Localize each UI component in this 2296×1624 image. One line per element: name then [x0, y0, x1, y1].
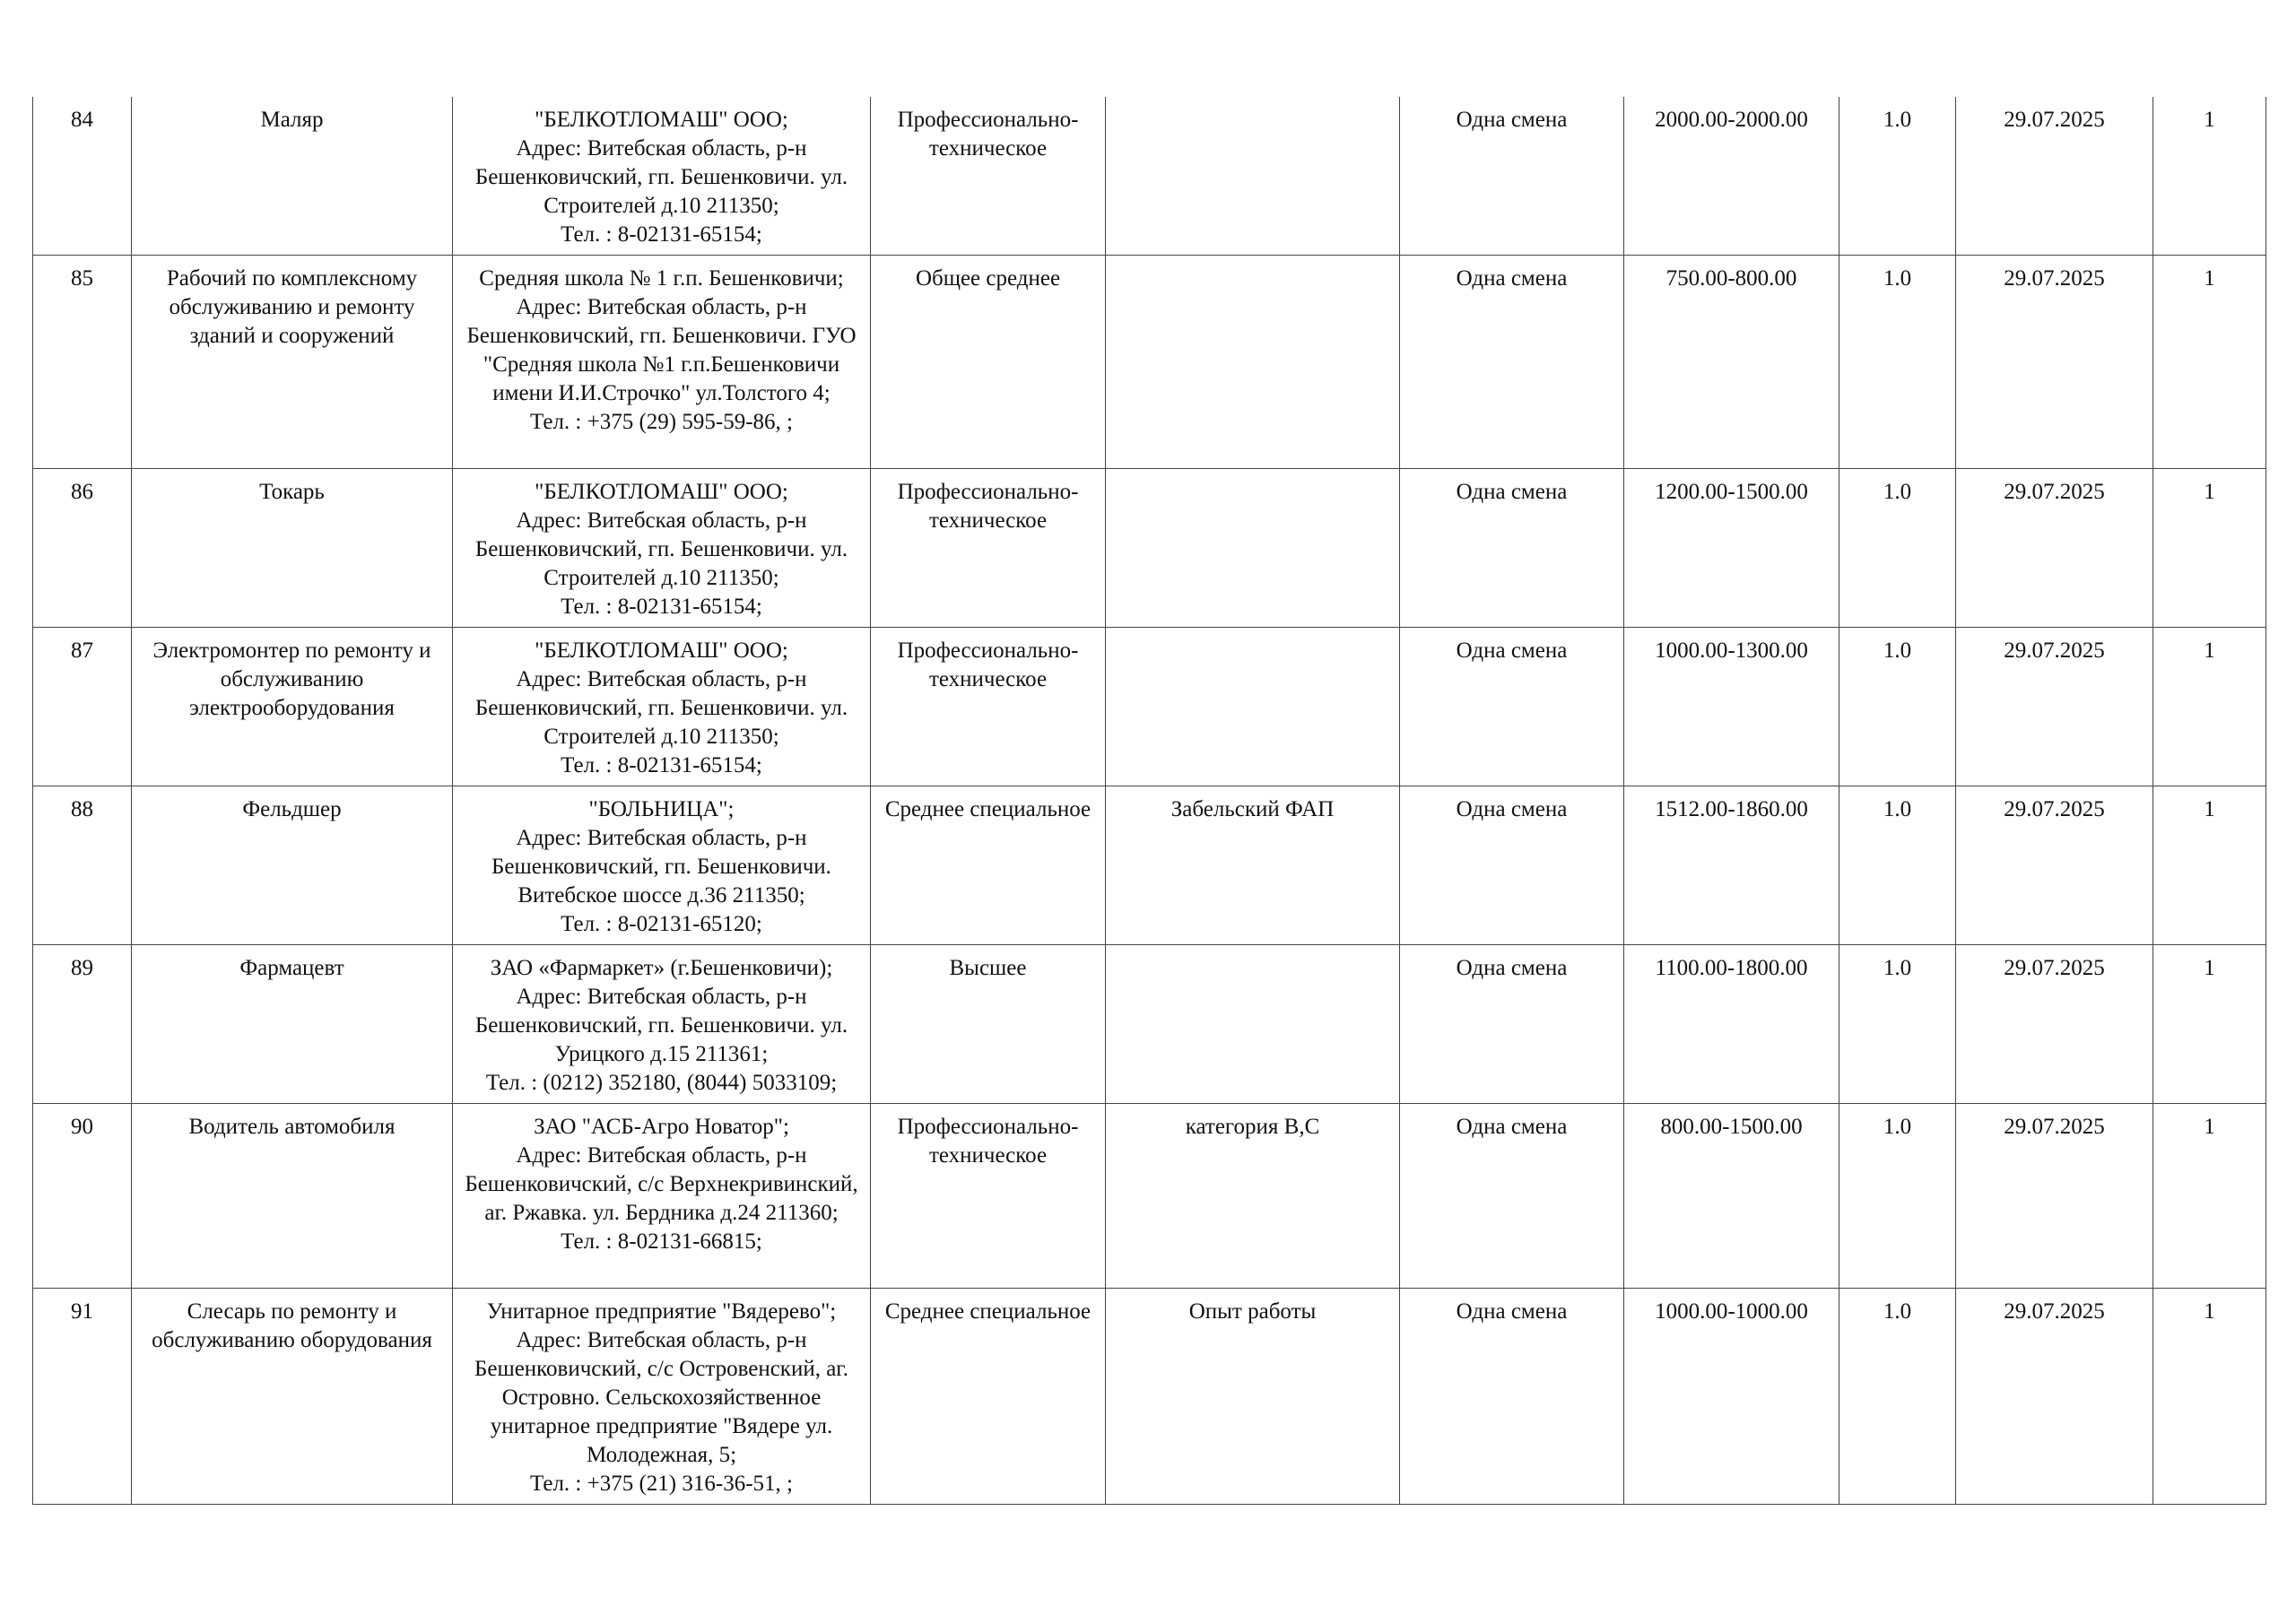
- salary-cell: 1100.00-1800.00: [1624, 945, 1839, 1104]
- education-cell: Среднее специальное: [871, 786, 1106, 945]
- vacancies-table: [32, 97, 2266, 1505]
- date-cell: 29.07.2025: [1956, 1289, 2153, 1505]
- education-cell: Профессионально-техническое: [871, 1104, 1106, 1289]
- education-cell: Общее среднее: [871, 256, 1106, 469]
- requirements-cell: [1106, 256, 1400, 469]
- vacancy-count-cell: 1: [2153, 256, 2266, 469]
- schedule-cell: Одна смена: [1400, 786, 1624, 945]
- table-row: [33, 786, 2266, 945]
- salary-cell: 2000.00-2000.00: [1624, 97, 1839, 256]
- date-cell: 29.07.2025: [1956, 256, 2153, 469]
- schedule-cell: Одна смена: [1400, 945, 1624, 1104]
- rate-cell: 1.0: [1839, 97, 1956, 256]
- vacancy-count-cell: 1: [2153, 469, 2266, 628]
- employer-cell: Средняя школа № 1 г.п. Бешенковичи; Адрес: Витебская область, р-н Бешенковичский, гп. Бешенковичи. ГУО "Средняя школа №1 г.п.Бешенковичи имени И.И.Строчко" ул.Толстого 4; Тел. : +375 (29) 595-59-86, ;: [453, 256, 871, 469]
- schedule-cell: Одна смена: [1400, 256, 1624, 469]
- date-cell: 29.07.2025: [1956, 945, 2153, 1104]
- requirements-cell: Опыт работы: [1106, 1289, 1400, 1505]
- row-number: 84: [33, 97, 132, 256]
- table-body: [33, 97, 2266, 1505]
- table-row: [33, 256, 2266, 469]
- rate-cell: 1.0: [1839, 469, 1956, 628]
- vacancy-count-cell: 1: [2153, 628, 2266, 786]
- employer-cell: "БЕЛКОТЛОМАШ" ООО; Адрес: Витебская область, р-н Бешенковичский, гп. Бешенковичи. ул. Строителей д.10 211350; Тел. : 8-02131-65154;: [453, 97, 871, 256]
- date-cell: 29.07.2025: [1956, 1104, 2153, 1289]
- requirements-cell: Забельский ФАП: [1106, 786, 1400, 945]
- education-cell: Профессионально-техническое: [871, 97, 1106, 256]
- date-cell: 29.07.2025: [1956, 469, 2153, 628]
- profession-cell: Токарь: [132, 469, 453, 628]
- schedule-cell: Одна смена: [1400, 1104, 1624, 1289]
- profession-cell: Электромонтер по ремонту и обслуживанию электрооборудования: [132, 628, 453, 786]
- requirements-cell: [1106, 945, 1400, 1104]
- rate-cell: 1.0: [1839, 1289, 1956, 1505]
- schedule-cell: Одна смена: [1400, 628, 1624, 786]
- schedule-cell: Одна смена: [1400, 1289, 1624, 1505]
- profession-cell: Фармацевт: [132, 945, 453, 1104]
- schedule-cell: Одна смена: [1400, 469, 1624, 628]
- education-cell: Профессионально-техническое: [871, 469, 1106, 628]
- employer-cell: ЗАО "АСБ-Агро Новатор"; Адрес: Витебская область, р-н Бешенковичский, с/с Верхнекривинский, аг. Ржавка. ул. Бердника д.24 211360; Тел. : 8-02131-66815;: [453, 1104, 871, 1289]
- education-cell: Среднее специальное: [871, 1289, 1106, 1505]
- rate-cell: 1.0: [1839, 256, 1956, 469]
- row-number: 85: [33, 256, 132, 469]
- salary-cell: 1512.00-1860.00: [1624, 786, 1839, 945]
- rate-cell: 1.0: [1839, 628, 1956, 786]
- row-number: 91: [33, 1289, 132, 1505]
- table-row: [33, 97, 2266, 256]
- row-number: 88: [33, 786, 132, 945]
- employer-cell: "БОЛЬНИЦА"; Адрес: Витебская область, р-н Бешенковичский, гп. Бешенковичи. Витебское шоссе д.36 211350; Тел. : 8-02131-65120;: [453, 786, 871, 945]
- vacancy-count-cell: 1: [2153, 1104, 2266, 1289]
- requirements-cell: [1106, 469, 1400, 628]
- rate-cell: 1.0: [1839, 1104, 1956, 1289]
- row-number: 86: [33, 469, 132, 628]
- vacancy-count-cell: 1: [2153, 945, 2266, 1104]
- profession-cell: Маляр: [132, 97, 453, 256]
- employer-cell: "БЕЛКОТЛОМАШ" ООО; Адрес: Витебская область, р-н Бешенковичский, гп. Бешенковичи. ул. Строителей д.10 211350; Тел. : 8-02131-65154;: [453, 469, 871, 628]
- rate-cell: 1.0: [1839, 786, 1956, 945]
- education-cell: Высшее: [871, 945, 1106, 1104]
- row-number: 90: [33, 1104, 132, 1289]
- date-cell: 29.07.2025: [1956, 97, 2153, 256]
- salary-cell: 750.00-800.00: [1624, 256, 1839, 469]
- table-row: [33, 628, 2266, 786]
- table-row: [33, 1289, 2266, 1505]
- table-row: [33, 1104, 2266, 1289]
- salary-cell: 1000.00-1000.00: [1624, 1289, 1839, 1505]
- salary-cell: 1000.00-1300.00: [1624, 628, 1839, 786]
- salary-cell: 1200.00-1500.00: [1624, 469, 1839, 628]
- rate-cell: 1.0: [1839, 945, 1956, 1104]
- table-row: [33, 469, 2266, 628]
- requirements-cell: категория В,С: [1106, 1104, 1400, 1289]
- vacancy-count-cell: 1: [2153, 1289, 2266, 1505]
- row-number: 87: [33, 628, 132, 786]
- salary-cell: 800.00-1500.00: [1624, 1104, 1839, 1289]
- requirements-cell: [1106, 628, 1400, 786]
- vacancy-count-cell: 1: [2153, 786, 2266, 945]
- date-cell: 29.07.2025: [1956, 628, 2153, 786]
- profession-cell: Фельдшер: [132, 786, 453, 945]
- employer-cell: ЗАО «Фармаркет» (г.Бешенковичи); Адрес: Витебская область, р-н Бешенковичский, гп. Бешенковичи. ул. Урицкого д.15 211361; Тел. : (0212) 352180, (8044) 5033109;: [453, 945, 871, 1104]
- education-cell: Профессионально-техническое: [871, 628, 1106, 786]
- table-row: [33, 945, 2266, 1104]
- profession-cell: Водитель автомобиля: [132, 1104, 453, 1289]
- row-number: 89: [33, 945, 132, 1104]
- profession-cell: Рабочий по комплексному обслуживанию и ремонту зданий и сооружений: [132, 256, 453, 469]
- schedule-cell: Одна смена: [1400, 97, 1624, 256]
- date-cell: 29.07.2025: [1956, 786, 2153, 945]
- profession-cell: Слесарь по ремонту и обслуживанию оборудования: [132, 1289, 453, 1505]
- requirements-cell: [1106, 97, 1400, 256]
- employer-cell: Унитарное предприятие "Вядерево"; Адрес: Витебская область, р-н Бешенковичский, с/с Островенский, аг. Островно. Сельскохозяйственное унитарное предприятие "Вядере ул. Молодежная, 5; Тел. : +375 (21) 316-36-51, ;: [453, 1289, 871, 1505]
- vacancy-count-cell: 1: [2153, 97, 2266, 256]
- employer-cell: "БЕЛКОТЛОМАШ" ООО; Адрес: Витебская область, р-н Бешенковичский, гп. Бешенковичи. ул. Строителей д.10 211350; Тел. : 8-02131-65154;: [453, 628, 871, 786]
